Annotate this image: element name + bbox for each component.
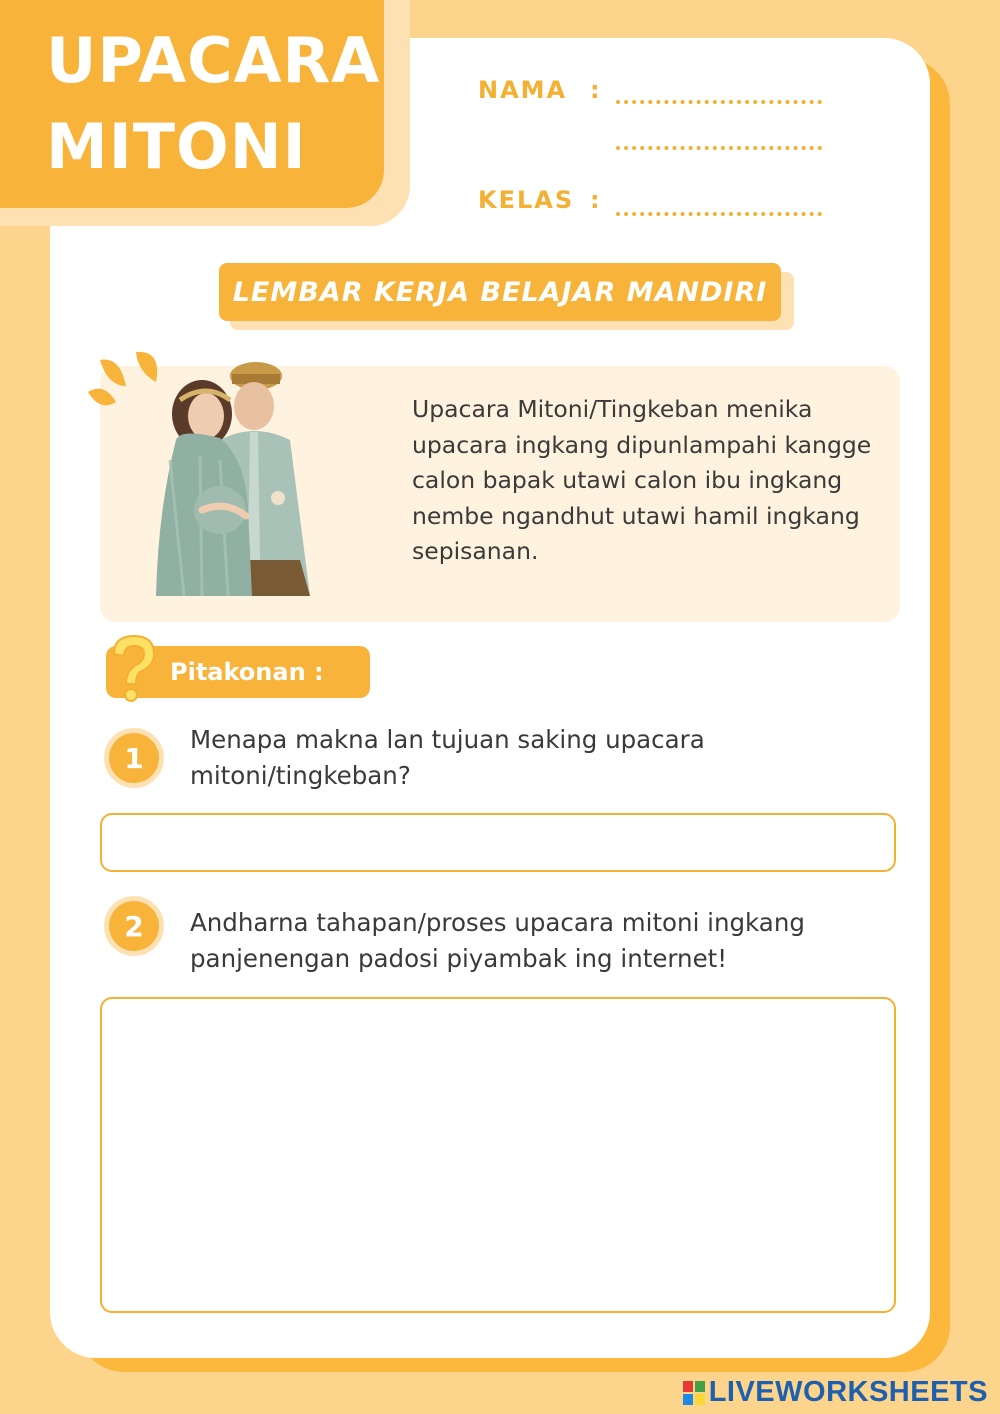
question-1-text: Menapa makna lan tujuan saking upacara mitoni/tingkeban? — [190, 725, 705, 790]
worksheet-banner: LEMBAR KERJA BELAJAR MANDIRI — [219, 263, 781, 321]
class-label: KELAS — [478, 186, 575, 214]
title-line-1: UPACARA — [46, 24, 381, 97]
watermark — [683, 1376, 988, 1409]
question-2-text: Andharna tahapan/proses upacara mitoni ingkang panjenengan padosi piyambak ing internet! — [190, 908, 805, 973]
name-line-1[interactable] — [616, 100, 822, 104]
class-colon: : — [590, 186, 600, 214]
watermark-text: LIVEWORKSHEETS — [708, 1376, 988, 1408]
question-2-number: 2 — [104, 896, 164, 956]
questions-label: Pitakonan : — [170, 658, 324, 686]
title-line-2: MITONI — [46, 110, 307, 183]
question-1-number: 1 — [104, 728, 164, 788]
intro-text: Upacara Mitoni/Tingkeban menika upacara ingkang dipunlampahi kangge calon bapak utawi calon ibu ingkang nembe ngandhut utawi hamil ingkang sepisanan. — [412, 395, 872, 565]
answer-1-field[interactable] — [100, 813, 896, 872]
answer-2-field[interactable] — [100, 997, 896, 1313]
class-line[interactable] — [616, 212, 822, 216]
couple-photo — [150, 360, 318, 596]
question-mark-icon — [108, 632, 160, 704]
name-label: NAMA — [478, 76, 568, 104]
name-line-2[interactable] — [616, 146, 822, 150]
liveworksheets-logo-icon — [683, 1381, 705, 1405]
name-colon: : — [590, 76, 600, 104]
